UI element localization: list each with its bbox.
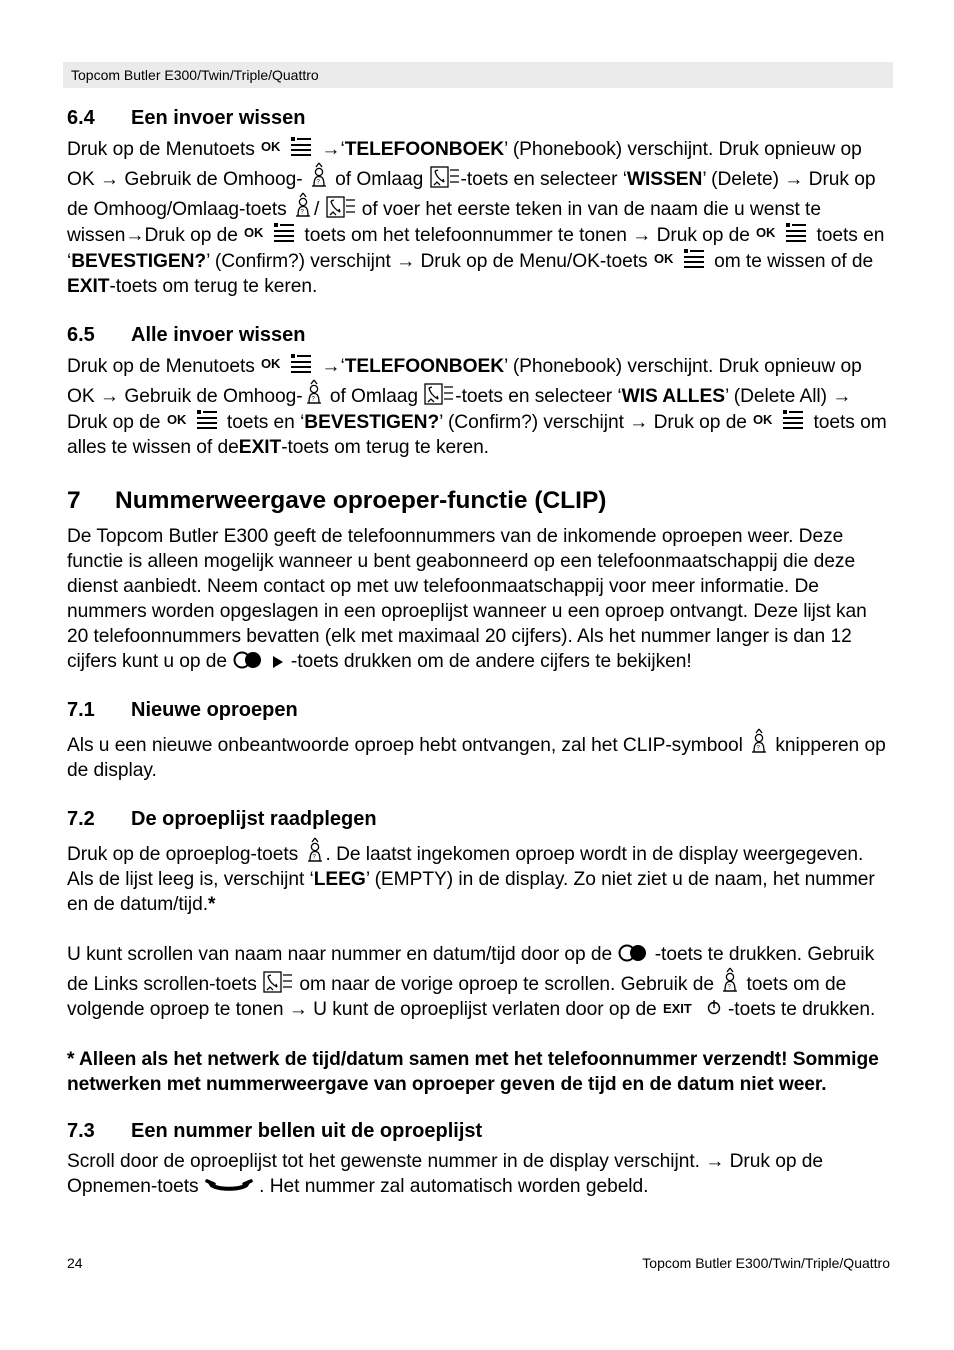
- text: Druk op de Menutoets: [67, 139, 261, 160]
- paragraph-7-1: [67, 728, 893, 783]
- person-up-icon: [293, 192, 313, 218]
- text: WIS ALLES: [621, 386, 725, 407]
- text: -toets en selecteer ‘: [460, 169, 627, 190]
- ok-menu-icon: [261, 136, 315, 158]
- text: toets en ‘: [67, 225, 885, 272]
- section-heading-7-2: [67, 807, 893, 832]
- text: Druk op de Menutoets: [67, 356, 261, 377]
- svg-text:OK: OK: [653, 251, 674, 266]
- paragraph-7-2: [67, 837, 893, 917]
- text: of Omlaag: [329, 169, 429, 190]
- text: De Topcom Butler E300 geeft de telefoonnummers van de inkomende oproepen weer. Deze functie is alleen mogelijk wanneer u bent geabonneerd op een telefoonmaatschappij die deze dienst aanbiedt. Neem contact op met uw telefoonmaatschappij voor meer informatie. De nummers worden opgeslagen in een oproeplijst wanneer u een oproep ontvangt. Deze lijst kan 20 telefoonnummers bevatten (elk met maximaal 20 cijfers). Als het nummer langer is dan 12 cijfers kunt u op de: [67, 526, 867, 672]
- network-note: * Alleen als het netwerk de tijd/datum samen met het telefoonnummer verzendt! Sommige netwerken met nummerweergave van oproeper geven de tijd en de datum niet weer.: [67, 1049, 879, 1095]
- text: . De laatst ingekomen oproep wordt in de display weergegeven. Als de lijst leeg is, verschijnt ‘: [67, 844, 864, 890]
- paragraph-6-4: [67, 136, 893, 299]
- text: BEVESTIGEN?: [304, 412, 440, 433]
- section-title: De oproeplijst raadplegen: [131, 808, 377, 830]
- ok-menu-icon: [753, 409, 807, 431]
- section-title: Een nummer bellen uit de oproeplijst: [131, 1120, 483, 1142]
- text: EXIT: [67, 276, 110, 297]
- text: →‘: [316, 139, 345, 160]
- svg-text:?: ?: [727, 984, 732, 991]
- text: toets en ‘: [221, 412, 305, 433]
- svg-text:?: ?: [300, 209, 304, 216]
- section-heading-7-1: [67, 698, 893, 723]
- header-bar: [63, 62, 893, 88]
- text: ’ (Delete) → Druk op de Omhoog/Omlaag-toets: [67, 169, 876, 220]
- section-title: Een invoer wissen: [131, 107, 306, 129]
- text: -toets drukken om de andere cijfers te bekijken!: [285, 651, 692, 672]
- section-number: 6.5: [67, 324, 95, 346]
- ok-menu-icon: [756, 222, 810, 244]
- svg-text:?: ?: [756, 745, 760, 752]
- section-number: 7.2: [67, 808, 95, 830]
- svg-text:OK: OK: [166, 412, 187, 427]
- svg-text:OK: OK: [261, 356, 281, 371]
- text: -toets en selecteer ‘: [455, 386, 622, 407]
- paragraph-7-2-scroll: [67, 942, 893, 1022]
- phonebook-down-icon: [424, 383, 454, 405]
- talk-handset-icon: [205, 1175, 253, 1195]
- page-content: [67, 100, 893, 1199]
- text: BEVESTIGEN?: [71, 251, 207, 272]
- svg-text:OK: OK: [244, 225, 264, 240]
- phonebook-down-icon: [326, 196, 356, 218]
- text: of Omlaag: [324, 386, 424, 407]
- svg-text:OK: OK: [756, 225, 776, 240]
- person-up-icon: [304, 379, 324, 405]
- text: WISSEN: [626, 169, 703, 190]
- text: ’ (EMPTY) in de display. Zo niet ziet u de naam, het nummer en de datum/tijd.: [67, 869, 875, 915]
- section-heading-7-3: [67, 1119, 893, 1144]
- paragraph-7-3: [67, 1149, 893, 1199]
- section-heading-6-4: [67, 106, 893, 131]
- page-number: 24: [67, 1255, 83, 1271]
- text: EXIT: [238, 437, 282, 458]
- paragraph-6-5: [67, 353, 893, 460]
- text: om te wissen of de: [708, 251, 874, 272]
- text: om naar de vorige oproep te scrollen. Gebruik de: [294, 974, 720, 995]
- scroll-key-icon: [618, 943, 648, 963]
- exit-power-icon: [663, 998, 727, 1018]
- scroll-key-icon: [233, 650, 263, 670]
- header-title: Topcom Butler E300/Twin/Triple/Quattro: [71, 67, 319, 83]
- section-title: Nieuwe oproepen: [131, 699, 298, 721]
- svg-text:?: ?: [312, 854, 316, 861]
- text: LEEG: [313, 869, 366, 890]
- text: toets om de volgende oproep te tonen → U kunt de oproeplijst verlaten door op de: [67, 974, 847, 1020]
- svg-text:?: ?: [311, 396, 315, 403]
- section-number: 7.1: [67, 699, 95, 721]
- section-number: 7.3: [67, 1120, 95, 1142]
- text: . Het nummer zal automatisch worden gebeld.: [259, 1176, 649, 1197]
- text: knipperen op de display.: [67, 735, 886, 781]
- ok-menu-icon: [261, 353, 315, 375]
- text: /: [313, 199, 325, 220]
- svg-text:?: ?: [316, 179, 320, 186]
- clip-symbol-icon: [749, 728, 769, 754]
- text: toets om alles te wissen of de: [67, 412, 887, 458]
- person-up-icon: [309, 162, 329, 188]
- svg-text:OK: OK: [261, 139, 281, 154]
- section-title: Alle invoer wissen: [131, 324, 306, 346]
- phonebook-down-icon: [263, 971, 293, 993]
- text: TELEFOONBOEK: [344, 139, 505, 160]
- svg-text:EXIT: EXIT: [662, 1001, 692, 1016]
- text: U kunt scrollen van naam naar nummer en datum/tijd door op de: [67, 944, 618, 965]
- text: ’ (Phonebook) verschijnt. Druk opnieuw op OK → Gebruik de Omhoog-: [67, 139, 862, 190]
- text: ’ (Delete All) → Druk op de: [67, 386, 852, 433]
- text: *: [208, 894, 216, 915]
- text: ’ (Phonebook) verschijnt. Druk opnieuw op OK → Gebruik de Omhoog-: [67, 356, 862, 407]
- footer-title: Topcom Butler E300/Twin/Triple/Quattro: [642, 1255, 890, 1271]
- person-up-icon: [720, 967, 740, 993]
- text: Druk op de oproeplog-toets: [67, 844, 304, 865]
- text: -toets te drukken. Gebruik de Links scrollen-toets: [67, 944, 875, 995]
- text: -toets om terug te keren.: [109, 276, 318, 297]
- chapter-title: Nummerweergave oproeper-functie (CLIP): [115, 487, 607, 514]
- paragraph-7: [67, 524, 893, 674]
- ok-menu-icon: [244, 222, 298, 244]
- text: of voer het eerste teken in van de naam die u wenst te wissen→Druk op de: [67, 199, 821, 246]
- text: Scroll door de oproeplijst tot het gewenste nummer in de display verschijnt. → Druk op de Opnemen-toets: [67, 1151, 823, 1197]
- ok-menu-icon: [167, 409, 221, 431]
- text: ’ (Confirm?) verschijnt → Druk op de Menu/OK-toets: [206, 251, 653, 272]
- svg-text:OK: OK: [753, 412, 773, 427]
- text: →‘: [316, 356, 345, 377]
- text: toets om het telefoonnummer te tonen → Druk op de: [299, 225, 756, 246]
- ok-menu-icon: [654, 248, 708, 270]
- section-number: 6.4: [67, 107, 95, 129]
- phonebook-down-icon: [430, 166, 460, 188]
- text: Als u een nieuwe onbeantwoorde oproep hebt ontvangen, zal het CLIP-symbool: [67, 735, 749, 756]
- chapter-number: 7: [67, 487, 81, 514]
- text: -toets te drukken.: [727, 999, 876, 1020]
- text: ’ (Confirm?) verschijnt → Druk op de: [439, 412, 753, 433]
- call-log-icon: [305, 837, 325, 863]
- text: -toets om terug te keren.: [281, 437, 489, 458]
- chapter-heading-7: [67, 486, 893, 516]
- play-right-icon: [271, 654, 285, 670]
- section-heading-6-5: [67, 323, 893, 348]
- text: TELEFOONBOEK: [344, 356, 505, 377]
